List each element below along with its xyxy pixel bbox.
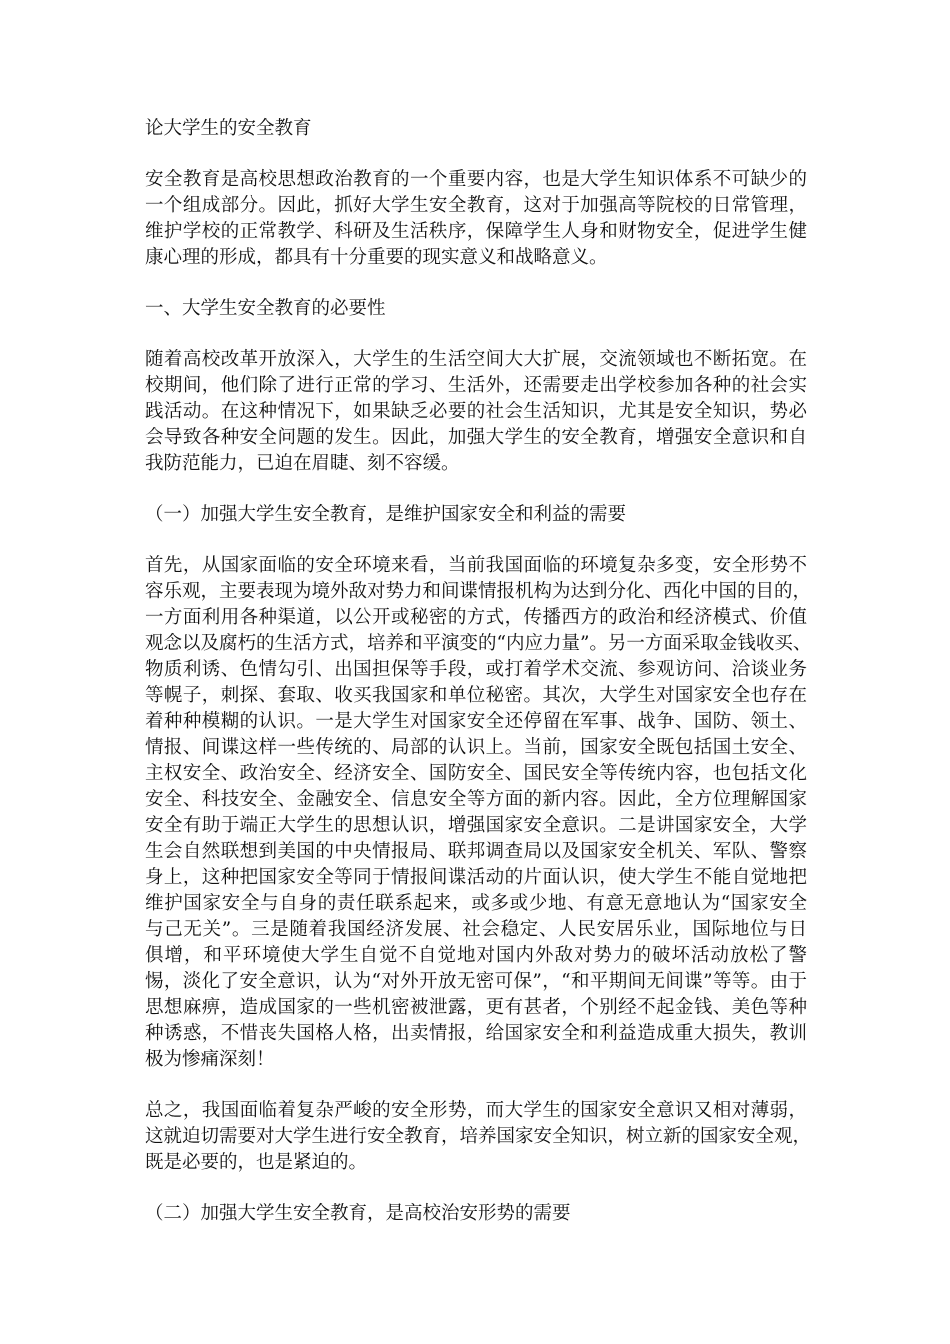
- text-line: 既是必要的，也是紧迫的。: [145, 1152, 368, 1173]
- text-line: 容乐观，主要表现为境外敌对势力和间谍情报机构为达到分化、西化中国的目的，: [145, 581, 812, 602]
- text-line: 康心理的形成，都具有十分重要的现实意义和战略意义。: [145, 247, 608, 268]
- text-line: 安全教育是高校思想政治教育的一个重要内容，也是大学生知识体系不可缺少的: [145, 169, 807, 190]
- text-line: 物质利诱、色情勾引、出国担保等手段，或打着学术交流、参观访问、洽谈业务: [145, 659, 807, 680]
- section-heading-1: [145, 296, 807, 322]
- text-line: 生会自然联想到美国的中央情报局、联邦调查局以及国家安全机关、军队、警察: [145, 841, 807, 862]
- text-line: 惕，淡化了安全意识，认为“对外开放无密可保”，“和平期间无间谍”等等。由于: [145, 971, 807, 992]
- document-title: [145, 116, 807, 142]
- text-line: 极为惨痛深刻！: [145, 1049, 275, 1070]
- text-line: 种诱惑，不惜丧失国格人格，出卖情报，给国家安全和利益造成重大损失，教训: [145, 1023, 807, 1044]
- text-line: 主权安全、政治安全、经济安全、国防安全、国民安全等传统内容，也包括文化: [145, 763, 807, 784]
- text-line: 一方面利用各种渠道，以公开或秘密的方式，传播西方的政治和经济模式、价值: [145, 607, 807, 628]
- document-title-text: 论大学生的安全教育: [145, 118, 312, 139]
- text-line: 首先，从国家面临的安全环境来看，当前我国面临的环境复杂多变，安全形势不: [145, 555, 807, 576]
- text-line: 与己无关”。三是随着我国经济发展、社会稳定、人民安居乐业，国际地位与日: [145, 919, 807, 940]
- paragraph-4: [145, 1098, 812, 1176]
- text-line: 一个组成部分。因此，抓好大学生安全教育，这对于加强高等院校的日常管理，: [145, 195, 807, 216]
- text-line: 俱增，和平环境使大学生自觉不自觉地对国内外敌对势力的破坏活动放松了警: [145, 945, 807, 966]
- text-line: 身上，这种把国家安全等同于情报间谍活动的片面认识，使大学生不能自觉地把: [145, 867, 807, 888]
- text-line: 维护学校的正常教学、科研及生活秩序，保障学生人身和财物安全，促进学生健: [145, 221, 807, 242]
- text-line: 安全有助于端正大学生的思想认识，增强国家安全意识。二是讲国家安全，大学: [145, 815, 807, 836]
- section-heading-2: [145, 502, 807, 528]
- paragraph-2: [145, 347, 807, 477]
- text-line: （一）加强大学生安全教育，是维护国家安全和利益的需要: [145, 504, 627, 525]
- paragraph-1: [145, 167, 807, 271]
- text-line: 安全、科技安全、金融安全、信息安全等方面的新内容。因此，全方位理解国家: [145, 789, 807, 810]
- text-line: 思想麻痹，造成国家的一些机密被泄露，更有甚者，个别经不起金钱、美色等种: [145, 997, 807, 1018]
- text-line: 践活动。在这种情况下，如果缺乏必要的社会生活知识，尤其是安全知识，势必: [145, 401, 807, 422]
- text-line: 着种种模糊的认识。一是大学生对国家安全还停留在军事、战争、国防、领土、: [145, 711, 807, 732]
- text-line: （二）加强大学生安全教育，是高校治安形势的需要: [145, 1203, 571, 1224]
- text-line: 一、大学生安全教育的必要性: [145, 298, 386, 319]
- text-line: 总之，我国面临着复杂严峻的安全形势，而大学生的国家安全意识又相对薄弱，: [145, 1100, 807, 1121]
- text-line: 校期间，他们除了进行正常的学习、生活外，还需要走出学校参加各种的社会实: [145, 375, 807, 396]
- text-line: 这就迫切需要对大学生进行安全教育，培养国家安全知识，树立新的国家安全观，: [145, 1126, 812, 1147]
- document-blocks: [145, 167, 812, 1227]
- text-line: 会导致各种安全问题的发生。因此，加强大学生的安全教育，增强安全意识和自: [145, 427, 807, 448]
- text-line: 随着高校改革开放深入，大学生的生活空间大大扩展，交流领域也不断拓宽。在: [145, 349, 807, 370]
- text-line: 维护国家安全与自身的责任联系起来，或多或少地、有意无意地认为“国家安全: [145, 893, 807, 914]
- text-line: 我防范能力，已迫在眉睫、刻不容缓。: [145, 453, 460, 474]
- document-body: [145, 116, 812, 1252]
- paragraph-3: [145, 553, 812, 1073]
- text-line: 观念以及腐朽的生活方式，培养和平演变的“内应力量”。另一方面采取金钱收买、: [145, 633, 812, 654]
- section-heading-3: [145, 1201, 807, 1227]
- text-line: 等幌子，刺探、套取、收买我国家和单位秘密。其次，大学生对国家安全也存在: [145, 685, 807, 706]
- text-line: 情报、间谍这样一些传统的、局部的认识上。当前，国家安全既包括国土安全、: [145, 737, 807, 758]
